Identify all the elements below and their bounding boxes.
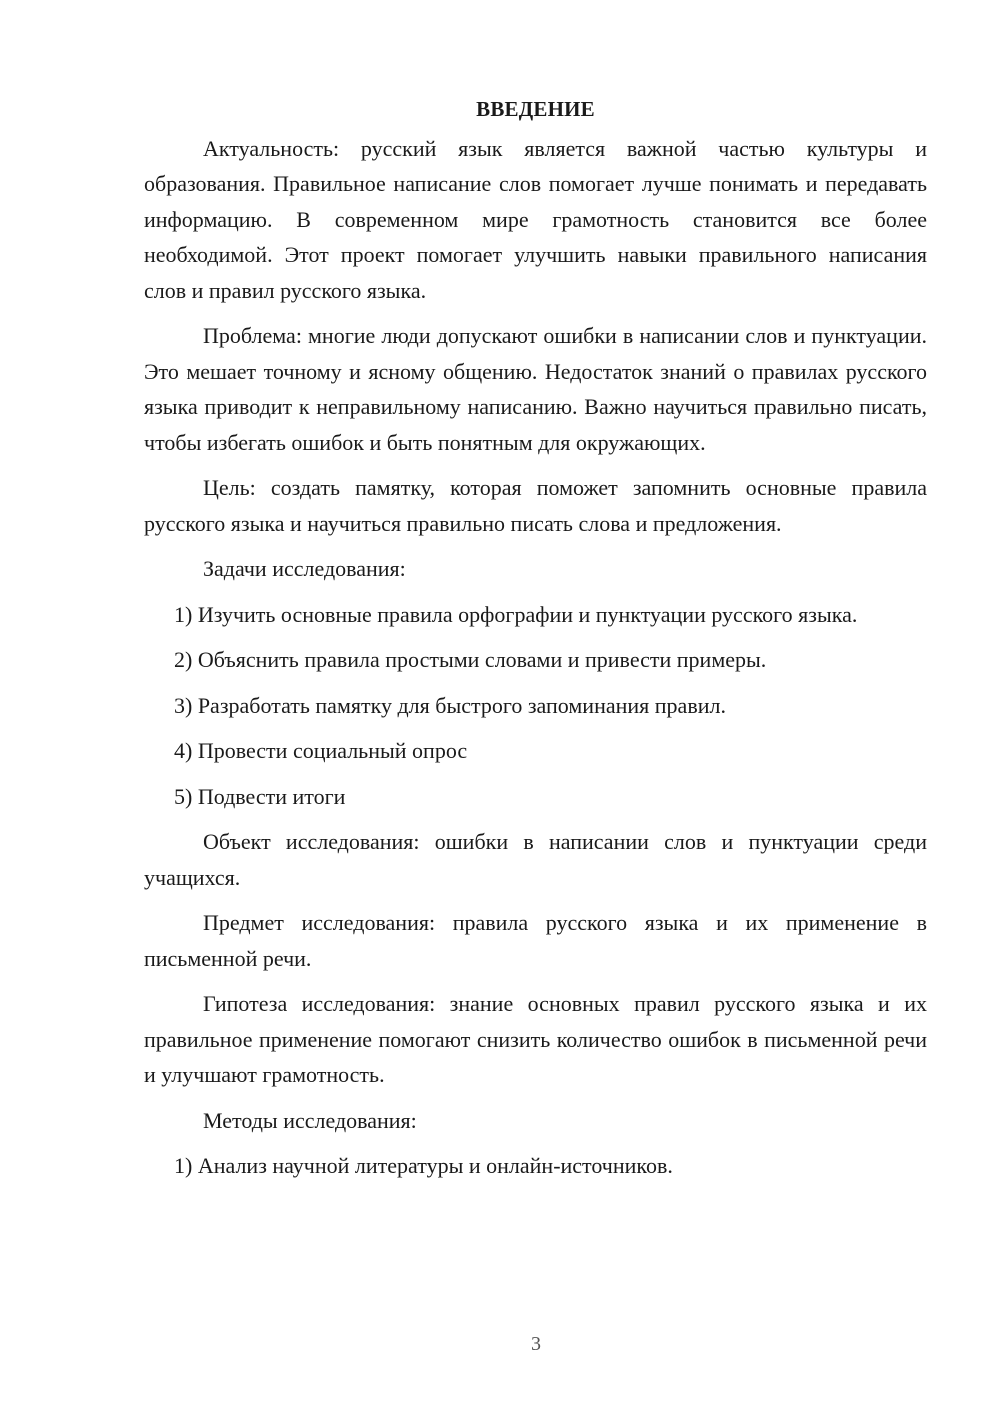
task-item: 1) Изучить основные правила орфографии и пунктуации русского языка.: [174, 601, 858, 627]
object-paragraph: Объект исследования: ошибки в написании слов и пунктуации среди учащихся.: [144, 829, 927, 890]
problem-paragraph: Проблема: многие люди допускают ошибки в написании слов и пунктуации. Это мешает точному и ясному общению. Недостаток знаний о правилах русского языка приводит к неправильному написанию. Важно научиться правильно писать, чтобы избегать ошибок и быть понятным для окружающих.: [144, 323, 927, 455]
page-title: ВВЕДЕНИЕ: [476, 97, 595, 121]
task-item: 5) Подвести итоги: [174, 783, 346, 809]
goal-paragraph: Цель: создать памятку, которая поможет запомнить основные правила русского языка и научиться правильно писать слова и предложения.: [144, 475, 927, 536]
task-item: 2) Объяснить правила простыми словами и привести примеры.: [174, 647, 767, 672]
task-item: 3) Разработать памятку для быстрого запоминания правил.: [174, 692, 726, 718]
document-page: [144, 92, 927, 1194]
tasks-heading: Задачи исследования:: [203, 556, 406, 581]
relevance-paragraph: Актуальность: русский язык является важной частью культуры и образования. Правильное написание слов помогает лучше понимать и передавать информацию. В современном мире грамотность становится все более необходимой. Этот проект помогает улучшить навыки правильного написания слов и правил русского языка.: [144, 135, 927, 303]
subject-paragraph: Предмет исследования: правила русского языка и их применение в письменной речи.: [144, 910, 927, 971]
method-item: 1) Анализ научной литературы и онлайн-источников.: [174, 1153, 673, 1178]
page-number: 3: [531, 1333, 541, 1355]
methods-heading: Методы исследования:: [203, 1107, 417, 1133]
hypothesis-paragraph: Гипотеза исследования: знание основных правил русского языка и их правильное применение помогают снизить количество ошибок в письменной речи и улучшают грамотность.: [144, 991, 927, 1087]
task-item: 4) Провести социальный опрос: [174, 738, 468, 763]
